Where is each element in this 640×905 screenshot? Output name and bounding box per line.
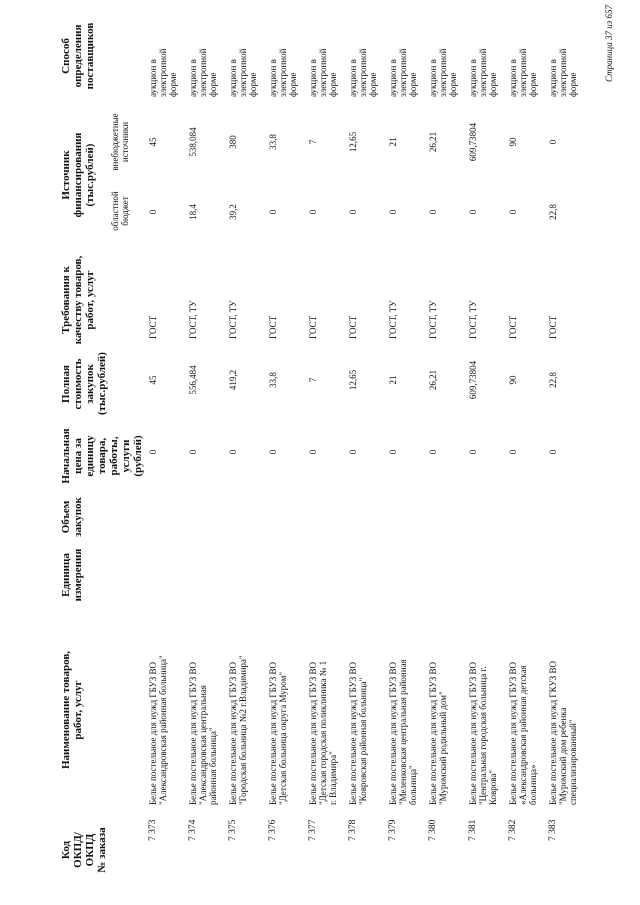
- supplier-method: [228, 15, 258, 97]
- item-name: [188, 605, 218, 805]
- text-line: Коврова": [488, 769, 498, 805]
- quality-requirements: ГОСТ, ТУ: [428, 300, 438, 339]
- unit-price: 0: [268, 449, 278, 455]
- extrabudgetary-sources: 33,8: [268, 134, 278, 150]
- header-name: [60, 615, 84, 805]
- supplier-method: [428, 15, 458, 97]
- text-line: форме: [568, 72, 578, 97]
- text-line: "Детская городская поликлиника № 1: [318, 660, 328, 805]
- text-line: форме: [368, 72, 378, 97]
- total-cost: 26,21: [428, 369, 438, 391]
- text-line: "Александровская центральная: [198, 685, 208, 805]
- text-line: единицу: [84, 435, 96, 477]
- extrabudgetary-sources: 538,084: [188, 127, 198, 157]
- text-line: Полная: [60, 365, 72, 403]
- header-finance-regional: [110, 181, 130, 241]
- supplier-method: [188, 15, 218, 97]
- text-line: электронной: [398, 48, 408, 97]
- supplier-method: [148, 15, 178, 97]
- regional-budget: 22,8: [548, 204, 558, 220]
- text-line: форме: [288, 72, 298, 97]
- extrabudgetary-sources: 12,65: [348, 131, 358, 153]
- text-line: финансирования: [72, 132, 84, 218]
- extrabudgetary-sources: 609,73804: [468, 122, 478, 162]
- text-line: электронной: [478, 48, 488, 97]
- text-line: электронной: [198, 48, 208, 97]
- text-line: стоимость: [72, 358, 84, 410]
- text-line: Код: [60, 840, 72, 860]
- text-line: больница»: [528, 764, 538, 805]
- text-line: "Муромский дом ребенка: [558, 707, 568, 805]
- header-cost: [60, 353, 108, 415]
- header-req: [60, 255, 96, 345]
- text-line: электронной: [158, 48, 168, 97]
- text-line: электронной: [358, 48, 368, 97]
- header-finance: [60, 105, 96, 245]
- text-line: внебюджетные: [110, 113, 120, 171]
- text-line: Объем: [60, 500, 72, 534]
- text-line: Наименование товаров,: [60, 650, 72, 770]
- order-code: 7 379: [388, 819, 398, 841]
- regional-budget: 0: [468, 209, 478, 215]
- text-line: "Александровская районная больница": [158, 655, 168, 805]
- regional-budget: 0: [388, 209, 398, 215]
- text-line: аукцион в: [268, 59, 278, 97]
- header-finance-extra: [110, 107, 130, 177]
- order-code: 7 381: [468, 819, 478, 841]
- total-cost: 556,484: [188, 365, 198, 395]
- text-line: "Городская больница №2 г.Владимира": [238, 655, 248, 805]
- text-line: закупок: [84, 364, 96, 404]
- extrabudgetary-sources: 21: [388, 137, 398, 147]
- regional-budget: 18,4: [188, 204, 198, 220]
- text-line: аукцион в: [468, 59, 478, 97]
- text-line: форме: [488, 72, 498, 97]
- regional-budget: 0: [508, 209, 518, 215]
- text-line: Белье постельное для нужд ГБУЗ ВО: [428, 661, 438, 805]
- page-number: Страница 37 из 657: [604, 5, 614, 82]
- text-line: измерения: [72, 548, 84, 602]
- quality-requirements: ГОСТ: [508, 315, 518, 339]
- text-line: форме: [408, 72, 418, 97]
- total-cost: 609,73804: [468, 360, 478, 400]
- item-name: [148, 605, 168, 805]
- order-code: 7 375: [228, 819, 238, 841]
- supplier-method: [268, 15, 298, 97]
- regional-budget: 0: [428, 209, 438, 215]
- text-line: Белье постельное для нужд ГБУЗ ВО: [468, 661, 478, 805]
- item-name: [428, 605, 448, 805]
- text-line: Белье постельное для нужд ГБУЗ ВО: [348, 661, 358, 805]
- total-cost: 7: [308, 377, 318, 383]
- order-code: 7 382: [508, 819, 518, 841]
- unit-price: 0: [188, 449, 198, 455]
- text-line: № заказа: [96, 827, 108, 873]
- text-line: аукцион в: [388, 59, 398, 97]
- text-line: Источник: [60, 150, 72, 200]
- text-line: Требования к: [60, 266, 72, 334]
- quality-requirements: ГОСТ: [308, 315, 318, 339]
- text-line: ОКПД: [84, 833, 96, 867]
- text-line: источники: [120, 121, 130, 163]
- text-line: "Меленковская центральная районная: [398, 659, 408, 805]
- text-line: «Александровская районная детская: [518, 665, 528, 805]
- text-line: аукцион в: [508, 59, 518, 97]
- unit-price: 0: [468, 449, 478, 455]
- header-unit: [60, 545, 84, 605]
- text-line: электронной: [238, 48, 248, 97]
- extrabudgetary-sources: 0: [548, 139, 558, 145]
- quality-requirements: ГОСТ: [348, 315, 358, 339]
- unit-price: 0: [228, 449, 238, 455]
- text-line: Белье постельное для нужд ГБУЗ ВО: [148, 661, 158, 805]
- item-name: [348, 605, 368, 805]
- unit-price: 0: [428, 449, 438, 455]
- text-line: Белье постельное для нужд ГБУЗ ВО: [268, 661, 278, 805]
- header-price: [60, 425, 144, 487]
- total-cost: 45: [148, 375, 158, 385]
- text-line: работ, услуг: [84, 270, 96, 330]
- text-line: закупок: [72, 497, 84, 537]
- text-line: аукцион в: [548, 59, 558, 97]
- regional-budget: 0: [148, 209, 158, 215]
- supplier-method: [388, 15, 418, 97]
- text-line: форме: [448, 72, 458, 97]
- quality-requirements: ГОСТ, ТУ: [228, 300, 238, 339]
- item-name: [388, 605, 418, 805]
- supplier-method: [508, 15, 538, 97]
- text-line: (тыс.рублей): [84, 143, 96, 207]
- text-line: Начальная: [60, 428, 72, 484]
- text-line: форме: [328, 72, 338, 97]
- extrabudgetary-sources: 26,21: [428, 131, 438, 153]
- order-code: 7 377: [308, 819, 318, 841]
- unit-price: 0: [348, 449, 358, 455]
- quality-requirements: ГОСТ: [268, 315, 278, 339]
- quality-requirements: ГОСТ: [548, 315, 558, 339]
- regional-budget: 0: [348, 209, 358, 215]
- text-line: электронной: [518, 48, 528, 97]
- quality-requirements: ГОСТ, ТУ: [188, 300, 198, 339]
- text-line: областной: [110, 191, 120, 231]
- text-line: больница": [408, 765, 418, 805]
- supplier-method: [348, 15, 378, 97]
- order-code: 7 378: [348, 819, 358, 841]
- text-line: услуги: [120, 439, 132, 473]
- text-line: бюджет: [120, 196, 130, 226]
- unit-price: 0: [508, 449, 518, 455]
- text-line: аукцион в: [148, 59, 158, 97]
- text-line: электронной: [438, 48, 448, 97]
- quality-requirements: ГОСТ: [148, 315, 158, 339]
- text-line: аукцион в: [348, 59, 358, 97]
- order-code: 7 376: [268, 819, 278, 841]
- text-line: электронной: [278, 48, 288, 97]
- regional-budget: 0: [268, 209, 278, 215]
- text-line: электронной: [558, 48, 568, 97]
- text-line: аукцион в: [308, 59, 318, 97]
- text-line: Белье постельное для нужд ГБУЗ ВО: [308, 661, 318, 805]
- text-line: цена за: [72, 438, 84, 474]
- text-line: аукцион в: [428, 59, 438, 97]
- extrabudgetary-sources: 90: [508, 137, 518, 147]
- supplier-method: [548, 15, 578, 97]
- text-line: Белье постельное для нужд ГБУЗ ВО: [388, 661, 398, 805]
- text-line: (тыс.рублей): [96, 352, 108, 415]
- text-line: районная больница": [208, 727, 218, 805]
- order-code: 7 374: [188, 819, 198, 841]
- total-cost: 419,2: [228, 369, 238, 391]
- text-line: форме: [528, 72, 538, 97]
- text-line: ОКПД/: [72, 832, 84, 868]
- text-line: работ, услуг: [72, 680, 84, 740]
- order-code: 7 380: [428, 819, 438, 841]
- total-cost: 12,65: [348, 369, 358, 391]
- text-line: специализированный": [568, 719, 578, 805]
- text-line: качеству товаров,: [72, 255, 84, 345]
- regional-budget: 0: [308, 209, 318, 215]
- text-line: Способ: [60, 38, 72, 74]
- unit-price: 0: [388, 449, 398, 455]
- text-line: "Муромский родильный дом": [438, 691, 448, 805]
- text-line: (рублей): [132, 435, 144, 477]
- text-line: работы,: [108, 436, 120, 476]
- order-code: 7 383: [548, 819, 558, 841]
- text-line: "Центральная городская больница г.: [478, 666, 488, 805]
- item-name: [548, 605, 578, 805]
- text-line: Белье постельное для нужд ГБУЗ ВО: [228, 661, 238, 805]
- text-line: Единица: [60, 553, 72, 597]
- total-cost: 21: [388, 375, 398, 385]
- text-line: форме: [168, 72, 178, 97]
- supplier-method: [468, 15, 498, 97]
- text-line: аукцион в: [188, 59, 198, 97]
- unit-price: 0: [308, 449, 318, 455]
- text-line: поставщиков: [84, 22, 96, 90]
- unit-price: 0: [148, 449, 158, 455]
- text-line: определения: [72, 24, 84, 88]
- item-name: [228, 605, 248, 805]
- regional-budget: 39,2: [228, 204, 238, 220]
- header-code: [60, 825, 108, 875]
- total-cost: 22,8: [548, 372, 558, 388]
- text-line: "Ковровская районная больница": [358, 677, 368, 805]
- header-volume: [60, 491, 84, 543]
- text-line: "Детская больница округа Муром": [278, 672, 288, 805]
- text-line: электронной: [318, 48, 328, 97]
- text-line: форме: [208, 72, 218, 97]
- text-line: г. Владимира": [328, 751, 338, 805]
- item-name: [508, 605, 538, 805]
- supplier-method: [308, 15, 338, 97]
- text-line: форме: [248, 72, 258, 97]
- text-line: Белье постельное для нужд ГБУЗ ВО: [188, 661, 198, 805]
- item-name: [468, 605, 498, 805]
- header-method: [60, 11, 96, 101]
- order-code: 7 373: [148, 819, 158, 841]
- total-cost: 33,8: [268, 372, 278, 388]
- text-line: товара,: [96, 437, 108, 475]
- item-name: [308, 605, 338, 805]
- unit-price: 0: [548, 449, 558, 455]
- quality-requirements: ГОСТ, ТУ: [388, 300, 398, 339]
- extrabudgetary-sources: 380: [228, 135, 238, 149]
- text-line: Белье постельное для нужд ГКУЗ ВО: [548, 661, 558, 805]
- text-line: Белье постельное для нужд ГБУЗ ВО: [508, 661, 518, 805]
- extrabudgetary-sources: 45: [148, 137, 158, 147]
- total-cost: 90: [508, 375, 518, 385]
- item-name: [268, 605, 288, 805]
- text-line: аукцион в: [228, 59, 238, 97]
- extrabudgetary-sources: 7: [308, 139, 318, 145]
- quality-requirements: ГОСТ, ТУ: [468, 300, 478, 339]
